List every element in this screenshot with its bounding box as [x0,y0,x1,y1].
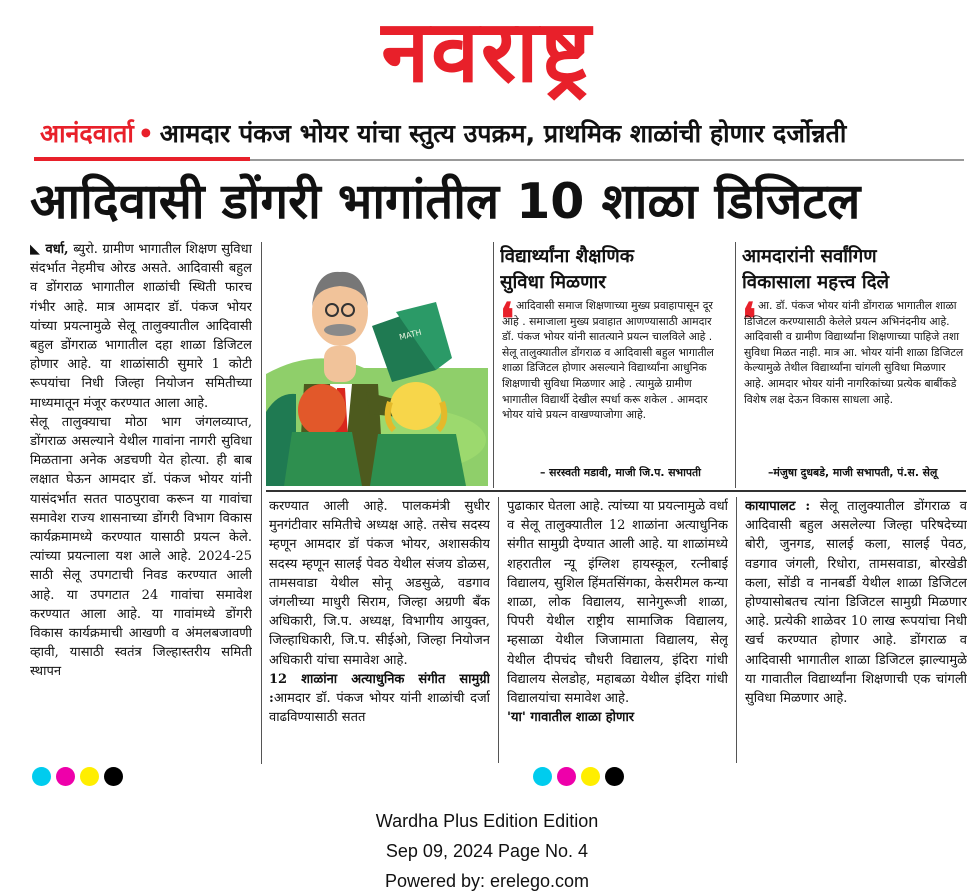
box2-signature: –मंजुषा दुधबडे, माजी सभापती, पं.स. सेलू [768,466,938,479]
article-column-4 [745,497,967,763]
article-column-1 [30,240,252,764]
article-paragraph: ब्युरो. ग्रामीण भागातील शिक्षण सुविधा संदर्भात नेहमीच ओरड असते. आदिवासी बहुल व डोंगराळ भागातील शाळांची स्थिती फारच गंभीर आहे. मात्र आमदार डॉ. पंकज भोयर यांच्या प्रयत्नामुळे सेलू तालुक्यातील आदिवासी बहुल डोंगराळ भागातील दहा शाळा डिजिटल होणार आहे. या शाळांसाठी सुमारे 1 कोटी रूपयांचा निधी जिल्हा नियोजन समितीच्या माध्यमातून मंजूर करण्यात आला आहे. [30,242,252,411]
article-paragraph: पुढाकार घेतला आहे. त्यांच्या या प्रयत्नामुळे वर्धा व सेलू तालुक्यातील 12 शाळांना अत्याधुनिक संगीत सामुग्री देण्यात आली आहे. या शाळांमध्ये शहरातील न्यू इंग्लिश हायस्कूल, रत्नीबाई विद्यालय, सुशिल हिंमतसिंगका, केसरीमल कन्या शाळा, लोक विद्यालय, सानेगुरूजी शाळा, पिपरी येथील राष्ट्रीय सामाजिक विद्यालय, म्हसाळा येथील जिजामाता विद्यालय, सेलू येथील दीपचंद चौधरी विद्यालय, इंदिरा गांधी विद्यालय सेलडोह, महाबळा येथील इंदिरा गांधी विद्यालयांचा समावेश आहे. [507,499,728,707]
subsection-heading: 'या' गावातील शाळा होणार [507,710,635,726]
box1-quote-text: आदिवासी समाज शिक्षणाच्या मुख्य प्रवाहापासून दूर आहे . समाजाला मुख्य प्रवाहात आणण्यासाठी आमदार डॉ. पंकज भोयर यांनी सातत्याने प्रयत्न चालविले आहे . सेलू तालुक्यातील डोंगराळ व आदिवासी बहुल भागातील शाळा डिजिटल होणार असल्याने विद्यार्थ्यांना आधुनिक शिक्षणाची सुविधा मिळणार आहे . त्यामुळे ग्रामीण भागातील विद्यार्थी देखील स्पर्धा करू शकेल . आमदार भोयर यांचे प्रयत्न वाखण्याजोगा आहे. [502,299,714,422]
article-paragraph: आमदार डॉ. पंकज भोयर यांनी शाळांची दर्जा वाढविण्यासाठी सतत [269,691,490,726]
dateline-marker-icon: ◣ [30,242,46,257]
yellow-swatch [80,767,99,786]
quote-mark-icon: ❛ [500,294,515,345]
quote-mark-icon: ❛ [742,294,757,345]
subsection-heading: 12 शाळांना अत्याधुनिक संगीत सामुग्री : [269,671,490,707]
dateline: वर्धा, [45,242,69,257]
subheadline-text: आमदार पंकज भोयर यांचा स्तुत्य उपक्रम, प्राथमिक शाळांची होणार दर्जोन्नती [159,119,847,148]
box2-quote [742,294,966,458]
magenta-swatch [557,767,576,786]
main-headline: आदिवासी डोंगरी भागांतील 10 शाळा डिजिटल [30,173,861,230]
cyan-swatch [32,767,51,786]
teacher-students-illustration [266,242,488,486]
article-paragraph: सेलू तालुक्यातील डोंगराळ व आदिवासी बहुल असलेल्या जिल्हा परिषदेच्या बोरी, जुनगड, सालई कला, सालई पेवठ, वडगाव जंगली, रिधोरा, तामसवाडा, बोरखेडी कला, सोंडी व नानबर्डी येथील शाळा डिजिटल होण्यासोबतच त्यांना डिजिटल सामुग्री मिळणार आहे. प्रत्येकी शाळेवर 10 लाख रूपयांचा निधी खर्च करण्यात होणार आहे. डोंगराळ व आदिवासी भागातील शाळा डिजिटल झाल्यामुळे या गावातील विद्यार्थ्यांना शिक्षणाची एक चांगली सुविधा मिळणार आहे. [745,499,967,707]
box2-title-line2: विकासाला महत्त्व दिले [742,272,890,293]
box1-title-line2: सुविधा मिळणार [500,272,606,293]
black-swatch [605,767,624,786]
box1-title-line1: विद्यार्थ्यांना शैक्षणिक [500,246,634,267]
cyan-swatch [533,767,552,786]
newspaper-title: नवराष्ट्र [381,2,593,102]
box-divider [493,242,494,488]
subheadline [40,114,940,154]
subsection-heading: कायापालट : [745,499,811,514]
book-label: MATH [398,327,423,342]
box2-title-line1: आमदारांनी सर्वांगिण [742,246,877,267]
article-column-2 [269,497,490,763]
column-divider [498,497,499,763]
article-column-3 [507,497,728,763]
edition-label: Wardha Plus Edition Edition [375,811,599,831]
header-divider [250,159,964,161]
illustration-svg [266,242,488,486]
box2-quote-text: आ. डॉ. पंकज भोयर यांनी डोंगराळ भागातील शाळा डिजिटल करण्यासाठी केलेले प्रयत्न अभिनंदनीय आहे. आदिवासी व ग्रामीण विद्यार्थ्यांना शिक्षणाच्या पाहिजे तशा सुविधा मिळत नाही. मात्र आ. भोयर यांनी शाळा डिजिटल केल्यामुळे तेथील विद्यार्थ्यांना चांगली सुविधा मिळणार आहे. आमदार भोयर यांनी नागरिकांच्या प्रत्येक बाबींकडे विशेष लक्ष देऊन विकास साधला आहे. [744,299,964,406]
magenta-swatch [56,767,75,786]
powered-by-label: Powered by: erelego.com [384,871,590,891]
box1-quote [500,294,726,470]
kicker-label: आनंदवार्ता [40,119,134,148]
date-page-label: Sep 09, 2024 Page No. 4 [385,841,589,861]
black-swatch [104,767,123,786]
masthead-logo [0,0,974,108]
article-paragraph: सेलू तालुक्याचा मोठा भाग जंगलव्याप्त, डोंगराळ असल्याने येथील गावांना नागरी सुविधा मिळताना अनेक अडचणी येत होत्या. ही बाब लक्षात घेऊन आमदार डॉ. पंकज भोयर यांनी यासंदर्भात सतत पाठपुरावा करून या गावांचा समावेश राज्य शासनाच्या डोंगरी विभाग विकास कार्यक्रमामध्ये करण्यात यासाठी प्रयत्न केले. त्यांच्या प्रयत्नाला यश आले आहे. 2024-25 साठी सेलू उपगटाची निवड करण्यात आली आहे. या उपगटात 24 गावांचा समावेश करण्यात आला आहे. या गावांमध्ये डोंगरी विकास कार्यक्रमाची आखणी व अंमलबजावणी व्हावी, यासाठी स्वतंत्र जिल्हास्तरीय समिती स्थापन [30,414,252,680]
kicker-underline [34,157,250,161]
article-paragraph: करण्यात आली आहे. पालकमंत्री सुधीर मुनगंटीवार समितीचे अध्यक्ष आहे. तसेच सदस्य म्हणून आमदार डॉ पंकज भोयर, अशासकीय सदस्य म्हणून सालई पेवठ येथील संजय डोळस, तामसवाडा येथील सोनू अडसुळे, वडगाव जंगलीच्या माधुरी सिराम, जिल्हा अग्रणी बँक अधिकारी, जि.प. अध्यक्ष, विभागीय आयुक्त, जिल्हाधिकारी, जि.प. सीईओ, जिल्हा नियोजन अधिकारी यांचा समावेश आहे. [269,499,490,668]
box-divider [735,242,736,488]
bullet-dot: • [137,119,154,148]
column-divider [736,497,737,763]
box1-signature: – सरस्वती मडावी, माजी जि.प. सभापती [540,466,701,479]
section-divider [266,490,966,492]
column-divider [261,242,262,764]
yellow-swatch [581,767,600,786]
